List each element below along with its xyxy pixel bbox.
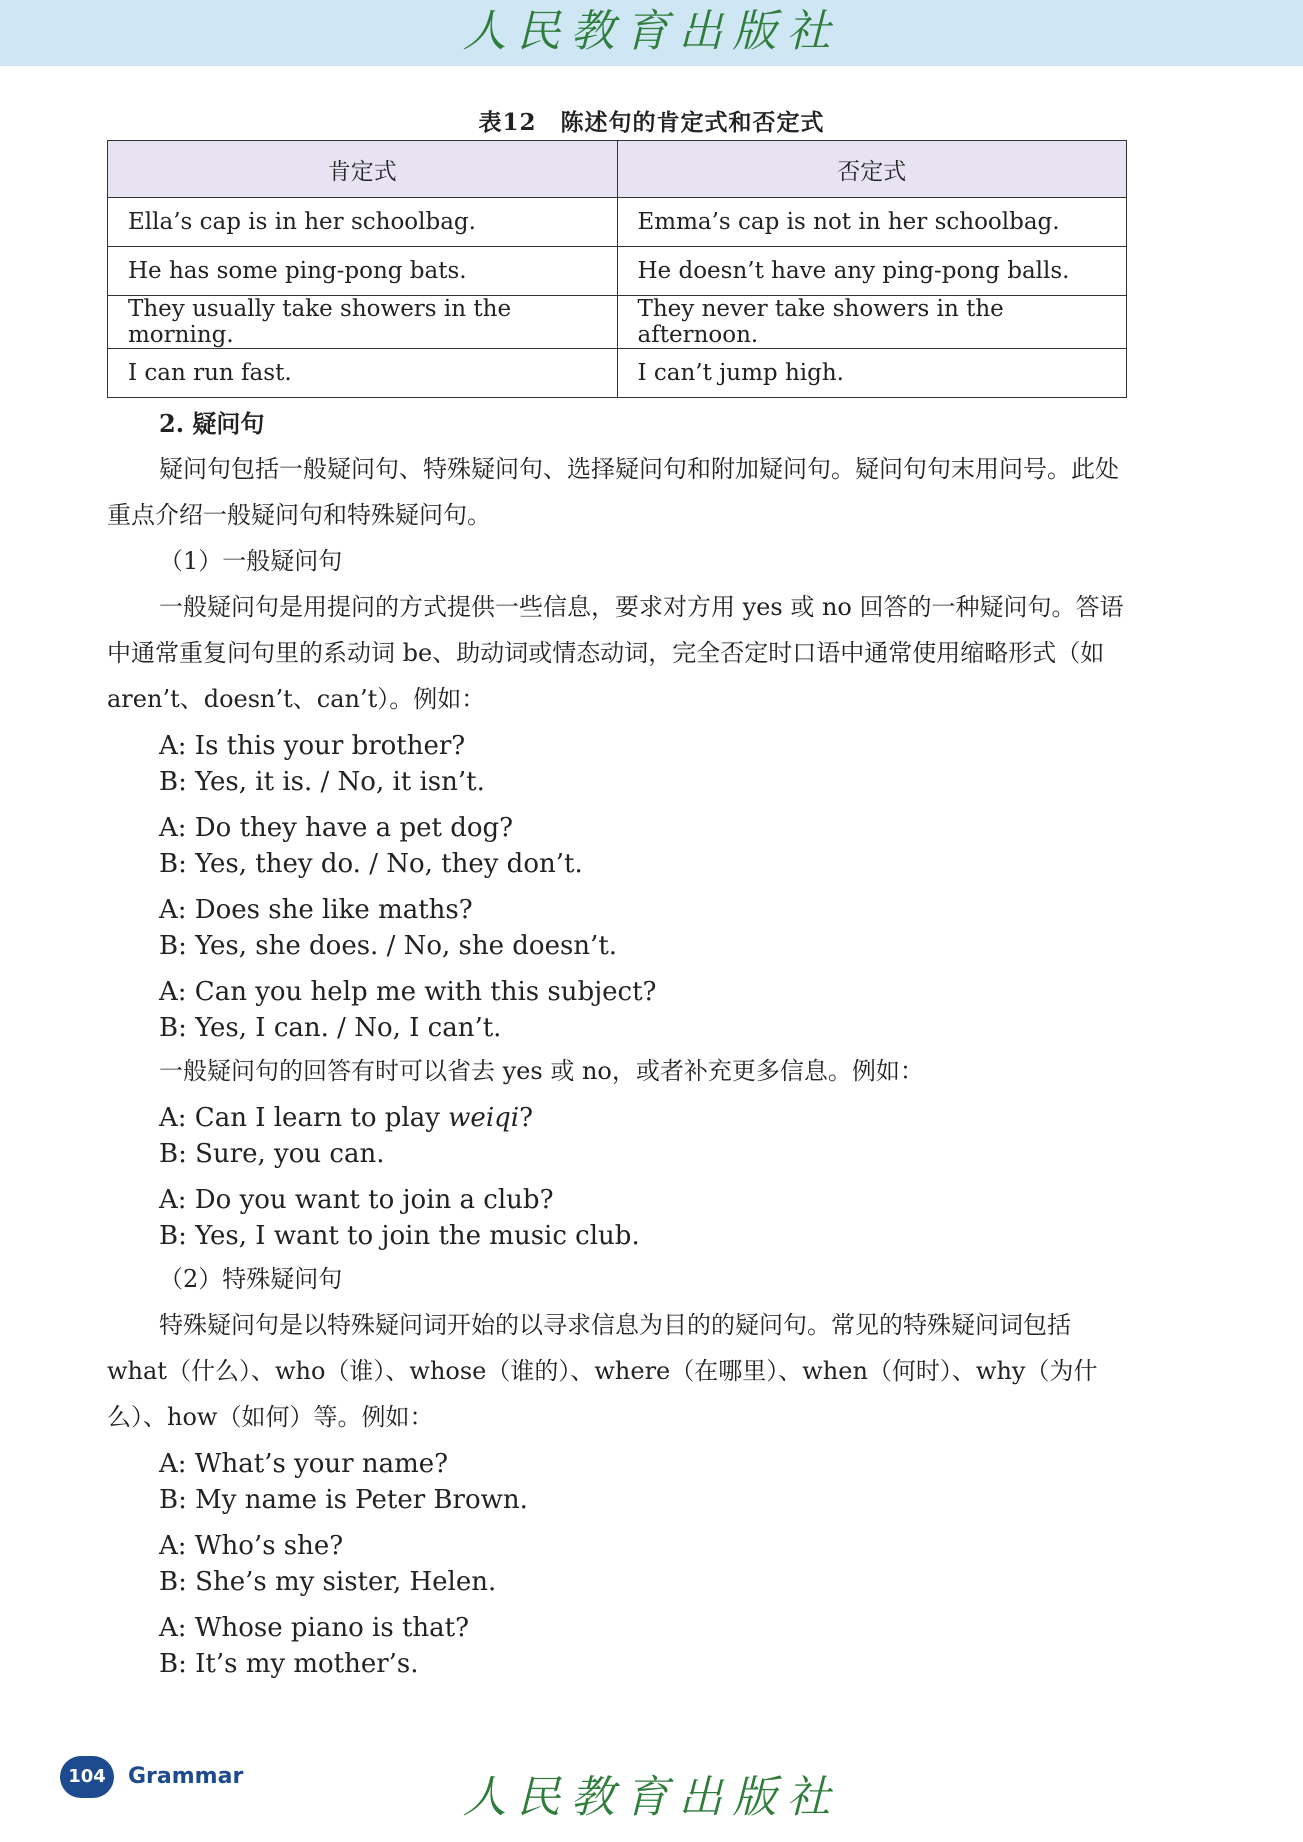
dialogue-line-b: B: My name is Peter Brown. xyxy=(159,1485,528,1515)
dialogue-line-a: A: Does she like maths? xyxy=(159,895,473,925)
dialogue-line-b: B: Yes, I want to join the music club. xyxy=(159,1221,640,1251)
dialogue xyxy=(107,1100,1127,1172)
table-cell: They never take showers in the afternoon. xyxy=(617,296,1127,349)
intro-paragraph: 疑问句包括一般疑问句、特殊疑问句、选择疑问句和附加疑问句。疑问句句末用问号。此处重点介绍一般疑问句和特殊疑问句。 xyxy=(107,455,1119,529)
dialogue-line-a: A: Do they have a pet dog? xyxy=(159,813,514,843)
dialogue-line-a: A: Who’s she? xyxy=(159,1531,344,1561)
publisher-logo-footer: 人民教育出版社 xyxy=(462,1772,841,1823)
table-row xyxy=(108,296,1127,349)
table-cell: I can’t jump high. xyxy=(617,349,1127,398)
dialogue-line-a: A: Can you help me with this subject? xyxy=(159,977,657,1007)
table-row xyxy=(108,198,1127,247)
dialogue xyxy=(107,1610,1127,1682)
dialogue xyxy=(107,810,1127,882)
dialogue xyxy=(107,1446,1127,1518)
dialogue xyxy=(107,974,1127,1046)
dialogue-line-b: B: Yes, they do. / No, they don’t. xyxy=(159,849,583,879)
dialogue-line-b: B: Sure, you can. xyxy=(159,1139,385,1169)
table-cell: Emma’s cap is not in her schoolbag. xyxy=(617,198,1127,247)
table-cell: I can run fast. xyxy=(108,349,618,398)
dialogue-italic-term: weiqi xyxy=(448,1103,520,1133)
dialogue-line-a: A: What’s your name? xyxy=(159,1449,449,1479)
general-question-paragraph: 一般疑问句是用提问的方式提供一些信息，要求对方用 yes 或 no 回答的一种疑问句。答语中通常重复问句里的系动词 be、助动词或情态动词，完全否定时口语中通常使用缩略形式（如 aren’t、doesn’t、can’t）。例如： xyxy=(107,593,1124,713)
special-question-paragraph: 特殊疑问句是以特殊疑问词开始的以寻求信息为目的的疑问句。常见的特殊疑问词包括 what（什么）、who（谁）、whose（谁的）、where（在哪里）、when（何时）、why（为什么）、how（如何）等。例如： xyxy=(107,1311,1098,1431)
column-header-affirmative: 肯定式 xyxy=(108,141,618,198)
dialogue xyxy=(107,892,1127,964)
dialogue xyxy=(107,728,1127,800)
dialogue-text: A: Can I learn to play xyxy=(159,1103,449,1133)
dialogue-line-b: B: Yes, it is. / No, it isn’t. xyxy=(159,767,485,797)
dialogue-line-a: A: Is this your brother? xyxy=(159,731,466,761)
table-header-row xyxy=(108,141,1127,198)
dialogue xyxy=(107,1528,1127,1600)
section-heading: 2. 疑问句 xyxy=(159,409,265,438)
page-number-badge: 104 xyxy=(60,1756,114,1798)
dialogue-line-b: B: Yes, I can. / No, I can’t. xyxy=(159,1013,502,1043)
dialogue-line-b: B: Yes, she does. / No, she doesn’t. xyxy=(159,931,618,961)
publisher-logo: 人民教育出版社 xyxy=(462,6,841,57)
general-question-paragraph-2: 一般疑问句的回答有时可以省去 yes 或 no，或者补充更多信息。例如： xyxy=(159,1057,924,1085)
subsection-title-special: （2）特殊疑问句 xyxy=(159,1265,343,1293)
dialogue-line-a: A: Do you want to join a club? xyxy=(159,1185,554,1215)
affirmative-negative-table xyxy=(107,140,1127,398)
dialogue xyxy=(107,1182,1127,1254)
table-cell: He has some ping-pong bats. xyxy=(108,247,618,296)
column-header-negative: 否定式 xyxy=(617,141,1127,198)
table-cell: They usually take showers in the morning. xyxy=(108,296,618,349)
dialogue-text: ? xyxy=(519,1103,534,1133)
table-caption: 表12 陈述句的肯定式和否定式 xyxy=(478,109,825,136)
page-content xyxy=(107,402,1127,1692)
table-row xyxy=(108,247,1127,296)
subsection-title-general: （1）一般疑问句 xyxy=(159,547,343,575)
table-cell: He doesn’t have any ping-pong balls. xyxy=(617,247,1127,296)
dialogue-line-a: A: Whose piano is that? xyxy=(159,1613,470,1643)
dialogue-line-b: B: She’s my sister, Helen. xyxy=(159,1567,497,1597)
table-cell: Ella’s cap is in her schoolbag. xyxy=(108,198,618,247)
dialogue-line-a xyxy=(159,1100,1127,1136)
table-row xyxy=(108,349,1127,398)
dialogue-line-b: B: It’s my mother’s. xyxy=(159,1649,419,1679)
section-label: Grammar xyxy=(128,1764,244,1789)
